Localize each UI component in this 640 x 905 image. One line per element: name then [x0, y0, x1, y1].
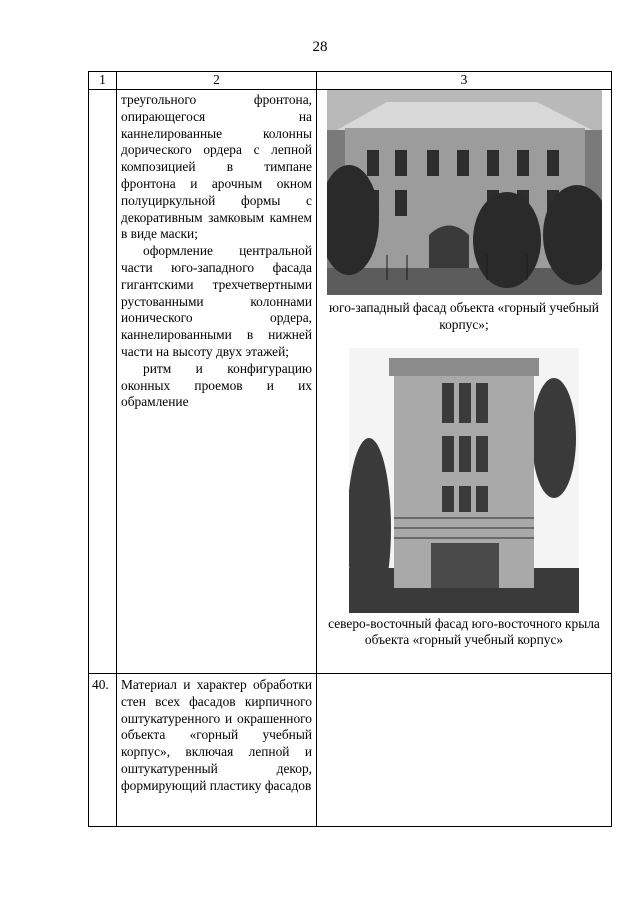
header-col-3: 3	[317, 72, 612, 90]
photo-caption-2: северо-восточный фасад юго-восточного крыла объекта «горный учебный корпус»	[328, 615, 600, 648]
table-header-row	[89, 72, 612, 90]
northeast-facade-photo	[349, 348, 579, 613]
description-cell: Материал и характер обработки стен всех фасадов кирпичного оштукатуренного и окрашенного объекта «горный учебный корпус», включая лепной и оштукатуренный декор, формирующий пластику фасадов	[117, 674, 317, 827]
description-paragraph-2: оформление центральной части юго-западного фасада гигантскими трехчетвертными рустованными колоннами ионического ордера, каннелированными в нижней части на высоту двух этажей;	[121, 243, 312, 359]
row-number: 40.	[89, 674, 117, 827]
photos-cell-empty	[317, 674, 612, 827]
photo-caption-1: юго-западный фасад объекта «горный учебный корпус»;	[329, 300, 599, 332]
photos-cell	[317, 90, 612, 674]
description-cell	[117, 90, 317, 674]
header-col-1: 1	[89, 72, 117, 90]
document-table	[88, 71, 612, 827]
header-col-2: 2	[117, 72, 317, 90]
table-row	[89, 90, 612, 674]
description-paragraph-1: треугольного фронтона, опирающегося на каннелированные колонны дорического ордера с лепной композицией в тимпане фронтона и арочным окном полуциркульной формы с декоративным замковым камнем в виде маски;	[121, 92, 312, 242]
page-number: 28	[312, 39, 328, 55]
table-row	[89, 674, 612, 827]
southwest-facade-photo	[327, 90, 602, 295]
row-number	[89, 90, 117, 674]
description-paragraph-3: ритм и конфигурацию оконных проемов и их обрамление	[121, 360, 312, 410]
